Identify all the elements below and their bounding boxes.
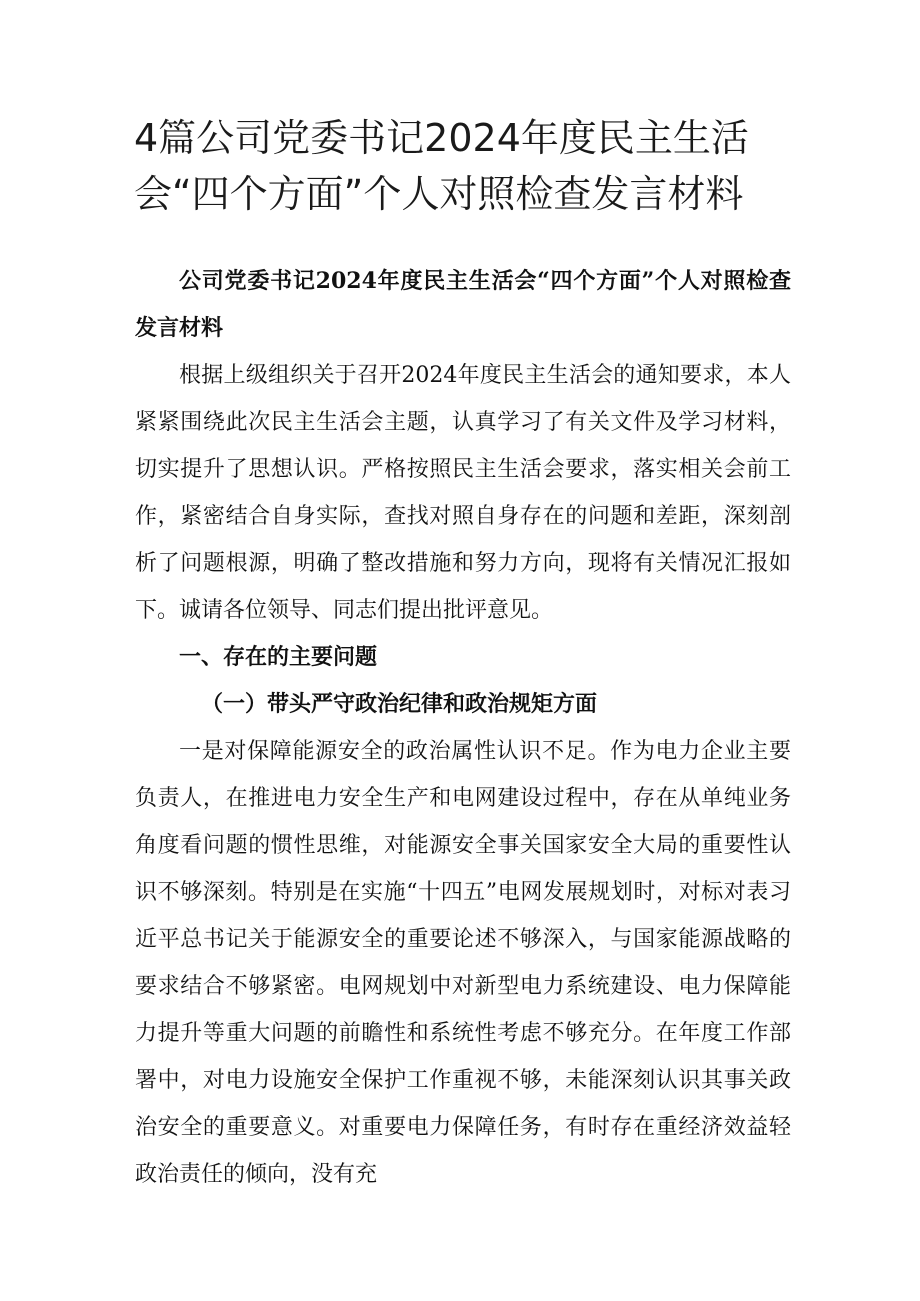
paragraph-energy-security: 一是对保障能源安全的政治属性认识不足。作为电力企业主要负责人，在推进电力安全生产和电网建设过程中，存在从单纯业务角度看问题的惯性思维，对能源安全事关国家安全大局的重要性认识不够深刻。特别是在实施“十四五”电网发展规划时，对标对表习近平总书记关于能源安全的重要论述不够深入，与国家能源战略的要求结合不够紧密。电网规划中对新型电力系统建设、电力保障能力提升等重大问题的前瞻性和系统性考虑不够充分。在年度工作部署中，对电力设施安全保护工作重视不够，未能深刻认识其事关政治安全的重要意义。对重要电力保障任务，有时存在重经济效益轻政治责任的倾向，没有充 [135, 739, 791, 1187]
subsection-heading-political-discipline: （一）带头严守政治纪律和政治规矩方面 [201, 691, 598, 717]
intro-paragraph: 根据上级组织关于召开2024年度民主生活会的通知要求，本人紧紧围绕此次民主生活会主题，认真学习了有关文件及学习材料，切实提升了思想认识。严格按照民主生活会要求，落实相关会前工作，紧密结合自身实际，查找对照自身存在的问题和差距，深刻剖析了问题根源，明确了整改措施和努力方向，现将有关情况汇报如下。诚请各位领导、同志们提出批评意见。 [135, 363, 791, 623]
document-subtitle: 公司党委书记2024年度民主生活会“四个方面”个人对照检查发言材料 [135, 268, 791, 341]
document-title: 4篇公司党委书记2024年度民主生活会“四个方面”个人对照检查发言材料 [134, 116, 749, 216]
document-body [135, 258, 791, 1198]
section-heading-problems: 一、存在的主要问题 [179, 644, 378, 670]
